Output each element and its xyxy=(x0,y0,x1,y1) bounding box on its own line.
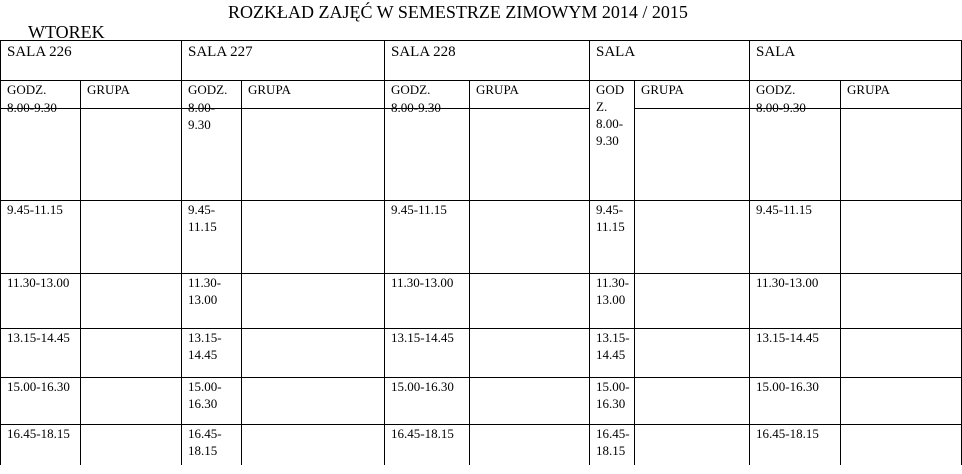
group-cell xyxy=(635,329,750,378)
group-cell xyxy=(470,329,590,378)
group-column-header: GRUPA xyxy=(81,81,182,109)
hour-column-header: GODZ. xyxy=(182,81,242,109)
group-cell xyxy=(635,425,750,466)
group-cell xyxy=(841,201,962,274)
time-slot xyxy=(590,378,635,425)
time-slot: 13.15-14.45 xyxy=(385,329,470,378)
group-cell xyxy=(242,425,385,466)
time-slot: 11.30-13.00 xyxy=(750,274,841,329)
time-slot-part: 16.45- xyxy=(188,426,222,441)
group-cell xyxy=(841,109,962,201)
group-cell xyxy=(81,378,182,425)
group-cell xyxy=(470,109,590,201)
hour-column-header: GODZ. xyxy=(385,81,470,109)
hour-column-header: GODZ. xyxy=(750,81,841,109)
group-cell xyxy=(81,201,182,274)
time-slot xyxy=(590,329,635,378)
hour-header-part: Z. xyxy=(596,99,608,114)
time-slot: 16.45-18.15 xyxy=(385,425,470,466)
group-cell xyxy=(635,109,750,201)
time-row xyxy=(1,109,962,201)
time-slot xyxy=(182,425,242,466)
time-slot-part: 14.45 xyxy=(596,347,626,362)
room-header: SALA 228 xyxy=(385,41,590,81)
group-cell xyxy=(470,378,590,425)
room-header: SALA xyxy=(750,41,962,81)
room-header: SALA 227 xyxy=(182,41,385,81)
time-slot-part: 15.00- xyxy=(596,379,630,394)
time-slot-part: 13.15- xyxy=(596,330,630,345)
time-slot: 9.45-11.15 xyxy=(1,201,81,274)
group-cell xyxy=(242,378,385,425)
group-cell xyxy=(242,109,385,201)
time-slot-part: 18.15 xyxy=(188,443,218,458)
time-slot-part: 15.00- xyxy=(188,379,222,394)
time-row xyxy=(1,425,962,466)
time-slot-part: 11.30- xyxy=(596,275,630,290)
time-row xyxy=(1,274,962,329)
group-cell xyxy=(470,274,590,329)
hour-column-header xyxy=(590,81,635,201)
time-slot-part: 16.30 xyxy=(188,396,218,411)
time-slot-part: 8.00- xyxy=(188,100,216,115)
time-slot: 16.45-18.15 xyxy=(1,425,81,466)
hour-header-part: GOD xyxy=(596,82,625,97)
time-slot-part: 13.00 xyxy=(188,292,218,307)
time-slot: 15.00-16.30 xyxy=(1,378,81,425)
group-cell xyxy=(81,274,182,329)
time-slot-part: 9.30 xyxy=(596,133,619,148)
group-cell xyxy=(841,425,962,466)
time-slot: 13.15-14.45 xyxy=(750,329,841,378)
time-slot: 9.45-11.15 xyxy=(750,201,841,274)
time-slot-part: 16.45- xyxy=(596,426,630,441)
time-row xyxy=(1,201,962,274)
day-label: WTOREK xyxy=(28,22,105,42)
room-header: SALA xyxy=(590,41,750,81)
group-cell xyxy=(81,425,182,466)
time-slot: 13.15-14.45 xyxy=(1,329,81,378)
group-cell xyxy=(470,201,590,274)
time-slot-part: 13.15- xyxy=(188,330,222,345)
group-cell xyxy=(81,109,182,201)
group-cell xyxy=(242,329,385,378)
time-slot-part: 9.30 xyxy=(188,117,211,132)
time-slot-part: 9.45- xyxy=(188,202,216,217)
time-slot: 8.00-9.30 xyxy=(750,99,841,191)
time-row xyxy=(1,329,962,378)
time-slot: 8.00-9.30 xyxy=(385,99,470,191)
group-cell xyxy=(635,201,750,274)
rooms-row xyxy=(1,41,962,81)
time-slot xyxy=(182,329,242,378)
time-slot: 15.00-16.30 xyxy=(385,378,470,425)
group-cell xyxy=(470,425,590,466)
time-slot: 15.00-16.30 xyxy=(750,378,841,425)
hour-column-header: GODZ. xyxy=(1,81,81,109)
time-slot xyxy=(182,201,242,274)
group-cell xyxy=(635,378,750,425)
group-cell xyxy=(242,201,385,274)
time-slot-part: 11.15 xyxy=(188,219,217,234)
time-slot: 11.30-13.00 xyxy=(1,274,81,329)
time-slot: 16.45-18.15 xyxy=(750,425,841,466)
group-column-header: GRUPA xyxy=(470,81,590,109)
time-slot xyxy=(590,201,635,274)
time-slot xyxy=(182,378,242,425)
time-slot-part: 9.45- xyxy=(596,202,624,217)
time-slot-part: 18.15 xyxy=(596,443,626,458)
time-slot-part: 16.30 xyxy=(596,396,626,411)
time-slot: 8.00-9.30 xyxy=(1,99,81,191)
time-slot-part: 8.00- xyxy=(596,116,624,131)
time-slot: 11.30-13.00 xyxy=(385,274,470,329)
group-column-header: GRUPA xyxy=(242,81,385,109)
group-column-header: GRUPA xyxy=(635,81,750,109)
time-slot xyxy=(182,274,242,329)
group-cell xyxy=(242,274,385,329)
schedule-title: ROZKŁAD ZAJĘĆ W SEMESTRZE ZIMOWYM 2014 / 2015 xyxy=(228,2,688,22)
time-slot-part: 11.30- xyxy=(188,275,222,290)
time-slot xyxy=(590,425,635,466)
group-cell xyxy=(841,378,962,425)
time-slot xyxy=(182,100,242,201)
group-cell xyxy=(81,329,182,378)
group-cell xyxy=(841,329,962,378)
group-column-header: GRUPA xyxy=(841,81,962,109)
room-header: SALA 226 xyxy=(1,41,182,81)
group-cell xyxy=(841,274,962,329)
time-slot: 9.45-11.15 xyxy=(385,201,470,274)
time-slot-part: 13.00 xyxy=(596,292,626,307)
time-slot xyxy=(590,274,635,329)
group-cell xyxy=(635,274,750,329)
schedule-table xyxy=(0,40,962,465)
time-slot-part: 11.15 xyxy=(596,219,625,234)
time-row xyxy=(1,378,962,425)
time-slot-part: 14.45 xyxy=(188,347,218,362)
